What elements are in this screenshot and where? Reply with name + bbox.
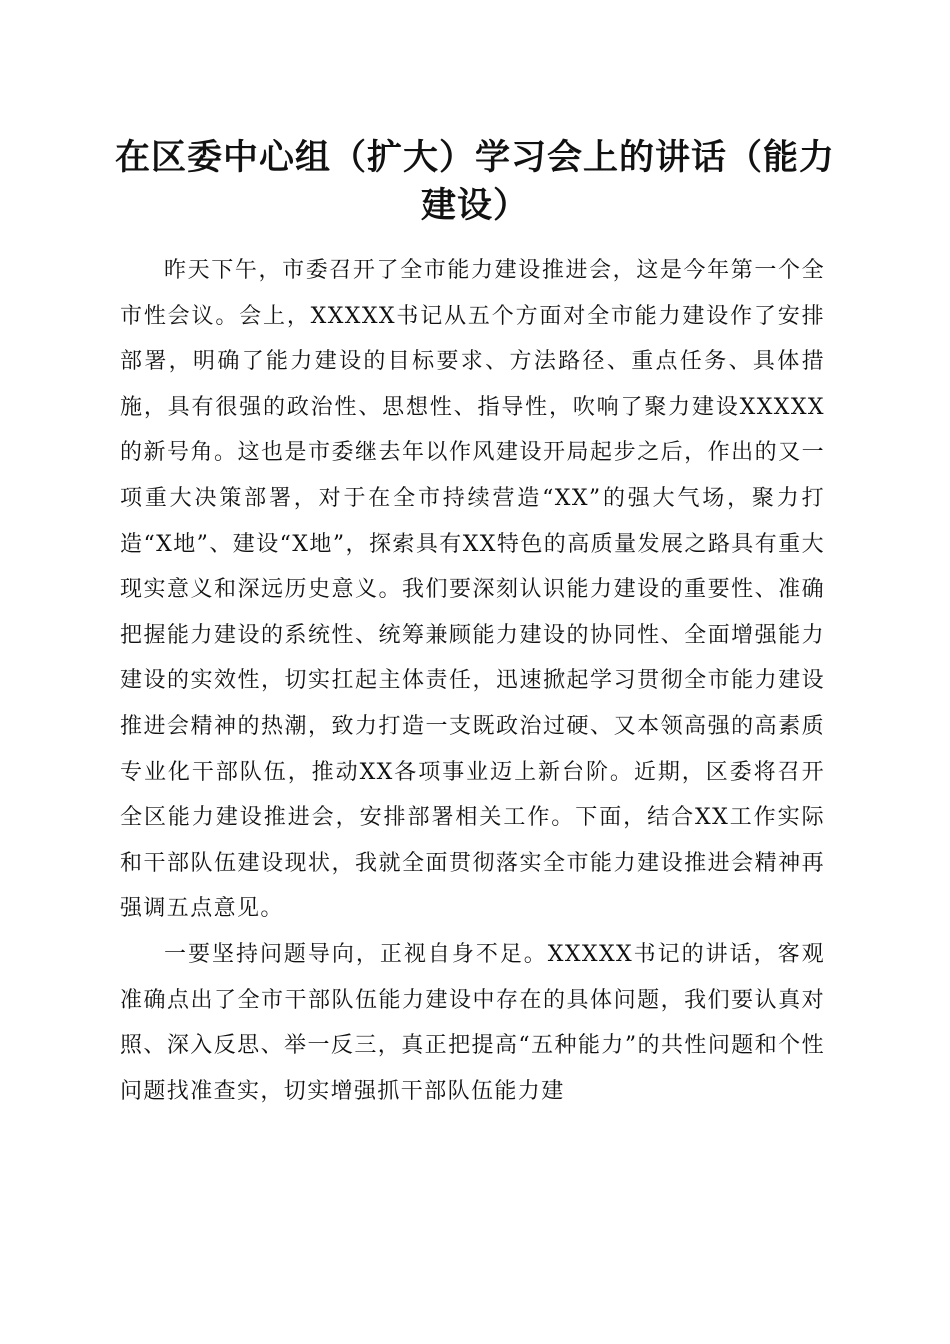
document-body: [120, 248, 825, 1114]
paragraph-point-one: 一要坚持问题导向，正视自身不足。XXXXX书记的讲话，客观准确点出了全市干部队伍能力建设中存在的具体问题，我们要认真对照、深入反思、举一反三，真正把提高“五种能力”的共性问题和个性问题找准查实，切实增强抓干部队伍能力建: [120, 941, 825, 1104]
document-title: 在区委中心组（扩大）学习会上的讲话（能力建设）: [114, 137, 835, 226]
paragraph-intro: 昨天下午，市委召开了全市能力建设推进会，这是今年第一个全市性会议。会上，XXXXX书记从五个方面对全市能力建设作了安排部署，明确了能力建设的目标要求、方法路径、重点任务、具体措施，具有很强的政治性、思想性、指导性，吹响了聚力建设XXXXX的新号角。这也是市委继去年以作风建设开局起步之后，作出的又一项重大决策部署，对于在全市持续营造“XX”的强大气场，聚力打造“X地”、建设“X地”，探索具有XX特色的高质量发展之路具有重大现实意义和深远历史意义。我们要深刻认识能力建设的重要性、准确把握能力建设的系统性、统筹兼顾能力建设的协同性、全面增强能力建设的实效性，切实扛起主体责任，迅速掀起学习贯彻全市能力建设推进会精神的热潮，致力打造一支既政治过硬、又本领高强的高素质专业化干部队伍，推动XX各项事业迈上新台阶。近期，区委将召开全区能力建设推进会，安排部署相关工作。下面，结合XX工作实际和干部队伍建设现状，我就全面贯彻落实全市能力建设推进会精神再强调五点意见。: [120, 258, 825, 922]
